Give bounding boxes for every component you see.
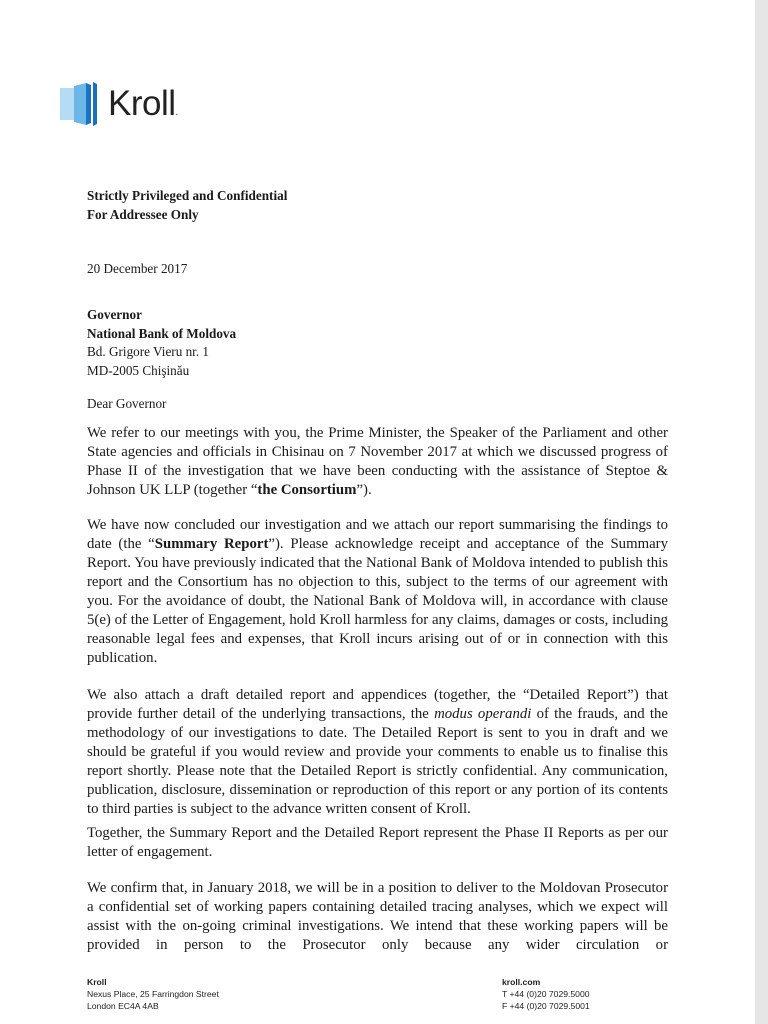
paragraph-4: Together, the Summary Report and the Detailed Report represent the Phase II Reports as per our letter of engagement. (87, 825, 668, 860)
recipient-address (87, 306, 668, 380)
text: ”). Please acknowledge receipt and acceptance of the Summary Report. You have previously indicated that the National Bank of Moldova intended to publish this report and the Consortium has no objection to this, subject to the terms of our agreement with you. For the avoidance of doubt, the National Bank of Moldova will, in accordance with clause 5(e) of the Letter of Engagement, hold Kroll harmless for any claims, damages or costs, including reasonable legal fees and expenses, that Kroll incurs arising out of or in connection with this publication. (87, 536, 668, 666)
footer-address-2: London EC4A 4AB (87, 1001, 159, 1011)
recipient-street: Bd. Grigore Vieru nr. 1 (87, 344, 210, 359)
recipient-city: MD-2005 Chişinău (87, 362, 190, 378)
paragraph-2 (87, 516, 668, 668)
text: We also attach a draft detailed report and appendices (together, the “Detailed Report”) that provide further detail of the underlying transactions, the (87, 687, 668, 722)
paragraph-1 (87, 424, 668, 500)
footer-address-1: Nexus Place, 25 Farringdon Street (87, 989, 219, 999)
letter-date: 20 December 2017 (87, 261, 188, 276)
paragraph-5: We confirm that, in January 2018, we will be in a position to deliver to the Moldovan Prosecutor a confidential set of working papers containing detailed tracing analyses, which we expect will assist with the on-going criminal investigations. We intend that these working papers will be provided in person to the Prosecutor only because any wider circulation or (87, 880, 668, 953)
kroll-logo-icon (60, 82, 102, 126)
scrollbar[interactable] (755, 0, 768, 1024)
footer-address (87, 976, 219, 1012)
recipient-title: Governor (87, 307, 142, 322)
text: We have now concluded our investigation and we attach our report summarising the findings to date (the “ (87, 517, 668, 552)
logo-text: Kroll. (108, 84, 178, 123)
text: We refer to our meetings with you, the Prime Minister, the Speaker of the Parliament and other State agencies and officials in Chisinau on 7 November 2017 at which we discussed progress of Phase II of the investigation that we have been conducting with the assistance of Steptoe & Johnson UK LLP (together “ (87, 425, 668, 498)
defined-term: Summary Report (154, 536, 269, 552)
footer-fax: F +44 (0)20 7029.5001 (502, 1001, 590, 1011)
footer-website: kroll.com (502, 977, 541, 987)
text: of the frauds, and the methodology of our investigations to date. The Detailed Report is sent to you in draft and we should be grateful if you would review and provide your comments to enable us to finalise this report shortly. Please note that the Detailed Report is strictly confidential. Any communication, publication, disclosure, dissemination or reproduction of this report or any portion of its contents to third parties is subject to the advance written consent of Kroll. (87, 706, 668, 817)
kroll-logo (60, 82, 178, 126)
header-line-1: Strictly Privileged and Confidential (87, 188, 288, 203)
footer-company: Kroll (87, 977, 107, 987)
paragraph-3 (87, 686, 668, 819)
header-line-2: For Addressee Only (87, 206, 199, 222)
footer-telephone: T +44 (0)20 7029.5000 (502, 989, 590, 999)
footer-contact (502, 976, 590, 1012)
salutation: Dear Governor (87, 396, 167, 411)
italic-term: modus operandi (434, 706, 532, 722)
recipient-org: National Bank of Moldova (87, 325, 237, 341)
text: ”). (356, 482, 372, 498)
confidentiality-header (87, 187, 668, 224)
defined-term: the Consortium (257, 482, 357, 498)
